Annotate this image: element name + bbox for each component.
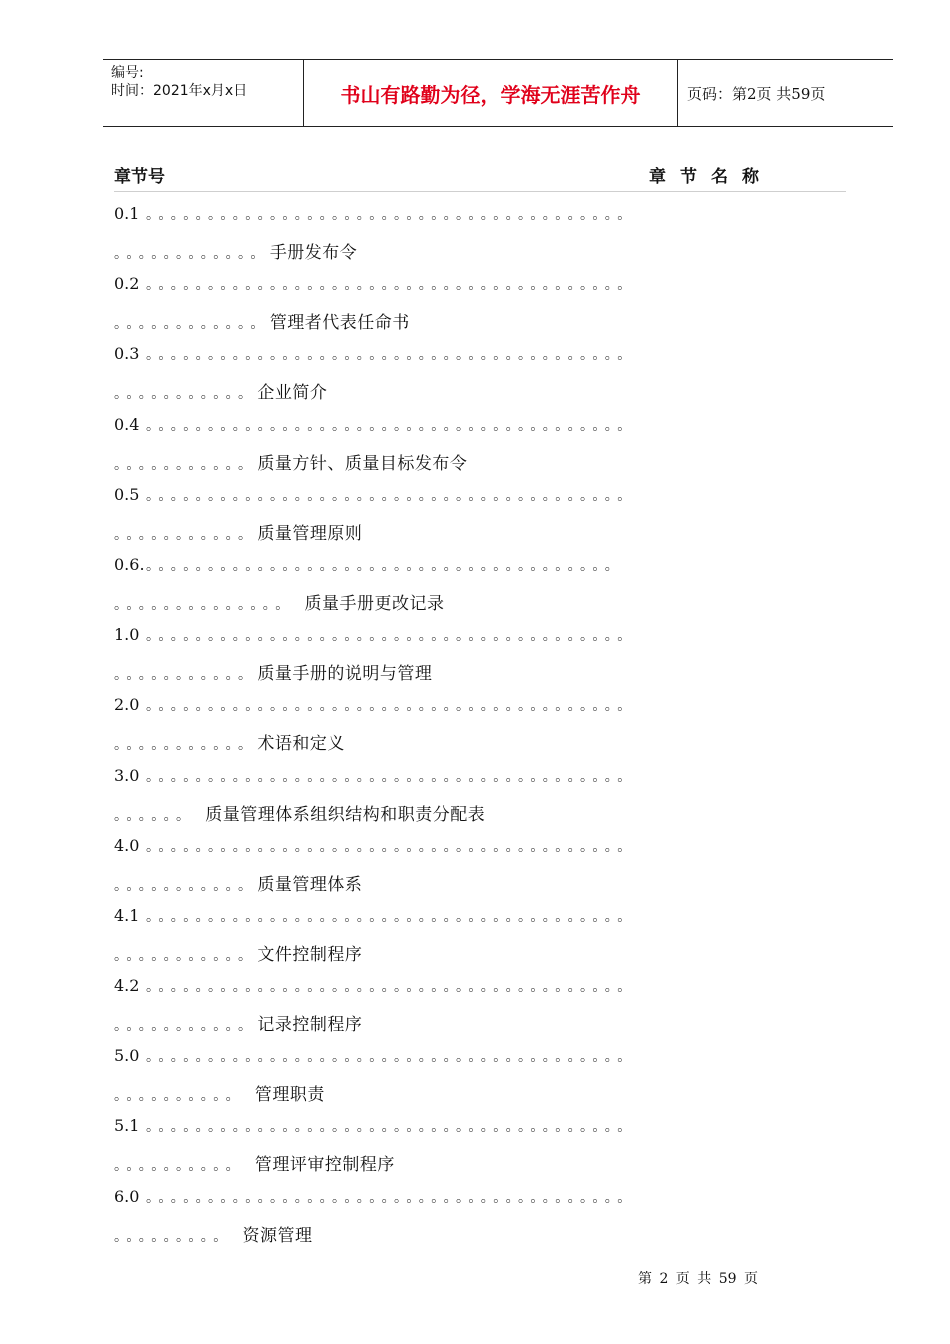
leader-dots: 。。。。。。。。。。。。。。。。。。。。。。。。。。。。。。。。。。。。。。。 (146, 768, 637, 785)
toc-entry[interactable] (114, 763, 884, 833)
toc-entry-title: 资源管理 (242, 1225, 313, 1246)
toc-entry-title: 质量手册更改记录 (304, 593, 445, 614)
leader-dots: 。。。。。。。。。。。。。。。。。。。。。。。。。。。。。。。。。。。。。。。 (146, 487, 637, 504)
page-header (103, 59, 893, 127)
leader-dots: 。。。。。。。。。。。 (114, 386, 258, 403)
leader-dots: 。。。。。。。。。。。。。。。。。。。。。。。。。。。。。。。。。。。。。。。 (146, 1049, 637, 1066)
page-footer: 第 2 页 共 59 页 (638, 1271, 758, 1287)
leader-dots: 。。。。。。。。。。。。。。。。。。。。。。。。。。。。。。。。。。。。。。。 (146, 979, 637, 996)
leader-dots: 。。。。。。。。。。。 (114, 667, 258, 684)
toc-entry-number: 0.5 (114, 484, 140, 504)
leader-dots: 。。。。。。。。。。。 (114, 877, 258, 894)
leader-dots: 。。。。。。。。。。 (114, 1088, 255, 1105)
toc-entry[interactable] (114, 552, 884, 622)
leader-dots: 。。。。。。。。。。。 (114, 1018, 258, 1035)
leader-dots: 。。。。。。。。。。。。。。。。。。。。。。。。。。。。。。。。。。。。。。。 (146, 207, 637, 223)
toc-entry-number: 0.2 (114, 274, 140, 294)
header-info-cell (103, 60, 304, 126)
toc-entry[interactable] (114, 622, 884, 692)
leader-dots: 。。。。。。。。。。。。。。。。。。。。。。。。。。。。。。。。。。。。。。。 (146, 1119, 637, 1136)
toc-entry-title: 质量管理原则 (257, 523, 363, 544)
toc-entry[interactable] (114, 833, 884, 903)
toc-entry-number: 6.0 (114, 1186, 140, 1206)
toc-entry-title: 质量管理体系组织结构和职责分配表 (205, 804, 486, 825)
toc-entry-number: 3.0 (114, 765, 140, 785)
toc-header-row (114, 160, 846, 192)
toc-entry-number: 4.0 (114, 835, 140, 855)
leader-dots: 。。。。。。。。。。。。。。。。。。。。。。。。。。。。。。。。。。。。。。。 (146, 1189, 637, 1206)
toc-entry[interactable] (114, 341, 884, 411)
toc-entry-title: 记录控制程序 (257, 1015, 363, 1036)
leader-dots: 。。。。。。。。。。。。。。。。。。。。。。。。。。。。。。。。。。。。。。。 (146, 277, 637, 294)
leader-dots: 。。。。。。。。。。 (114, 1158, 255, 1175)
chapter-number-heading: 章节号 (114, 167, 165, 187)
toc-entry-number: 0.1 (114, 204, 140, 223)
toc-entry[interactable] (114, 271, 884, 341)
leader-dots: 。。。。。。。。。。。。。。。。。。。。。。。。。。。。。。。。。。。。。。 (146, 557, 625, 574)
toc-entry-title: 文件控制程序 (257, 944, 363, 965)
toc-entry-number: 2.0 (114, 695, 140, 715)
leader-dots: 。。。。。。 (114, 807, 206, 824)
toc-entry-title: 管理评审控制程序 (254, 1155, 395, 1176)
leader-dots: 。。。。。。。。。。。。 (114, 316, 270, 333)
toc-entry[interactable] (114, 903, 884, 973)
leader-dots: 。。。。。。。。。。。 (114, 456, 258, 473)
leader-dots: 。。。。。。。。。。。。 (114, 246, 270, 262)
document-time-label: 时间：2021年x月x日 (111, 83, 248, 99)
toc-entry-number: 1.0 (114, 625, 140, 645)
toc-entry-title: 质量方针、质量目标发布令 (257, 453, 468, 474)
toc-entry-title: 管理职责 (254, 1085, 325, 1106)
leader-dots: 。。。。。。。。。。。。。。。。。。。。。。。。。。。。。。。。。。。。。。。 (146, 347, 637, 364)
toc-entry[interactable] (114, 201, 884, 271)
chapter-name-heading: 章节名称 (649, 167, 773, 187)
toc-entry[interactable] (114, 482, 884, 552)
document-number-label: 编号: (111, 65, 144, 81)
leader-dots: 。。。。。。。。。。。。。。。。。。。。。。。。。。。。。。。。。。。。。。。 (146, 908, 637, 925)
toc-entry[interactable] (114, 1043, 884, 1113)
toc-entry-number: 5.0 (114, 1046, 140, 1066)
toc-entry-title: 质量管理体系 (257, 874, 363, 895)
toc-entry-title: 质量手册的说明与管理 (257, 664, 433, 685)
leader-dots: 。。。。。。。。。。。。。。。。。。。。。。。。。。。。。。。。。。。。。。。 (146, 417, 637, 434)
toc-entry[interactable] (114, 692, 884, 762)
toc-entry-title: 手册发布令 (269, 243, 358, 263)
leader-dots: 。。。。。。。。。。。。。。。。。。。。。。。。。。。。。。。。。。。。。。。 (146, 698, 637, 715)
toc-entry[interactable] (114, 1184, 884, 1254)
toc-entry-title: 术语和定义 (257, 734, 345, 755)
leader-dots: 。。。。。。。。。。。。。。。。。。。。。。。。。。。。。。。。。。。。。。。 (146, 838, 637, 855)
header-page-label: 页码：第2页 共59页 (687, 84, 826, 103)
toc-entry-number: 4.1 (114, 905, 140, 925)
leader-dots: 。。。。。。。。。 (114, 1228, 243, 1245)
toc-entry[interactable] (114, 1113, 884, 1183)
table-of-contents (114, 201, 884, 1254)
toc-entry-number: 5.1 (114, 1116, 140, 1136)
toc-entry-number: 0.3 (114, 344, 140, 364)
toc-entry-number: 0.6. (114, 554, 145, 574)
leader-dots: 。。。。。。。。。。。 (114, 526, 258, 543)
toc-entry-title: 企业简介 (257, 383, 328, 404)
toc-entry-number: 4.2 (114, 976, 140, 996)
leader-dots: 。。。。。。。。。。。。。。。。。。。。。。。。。。。。。。。。。。。。。。。 (146, 628, 637, 645)
toc-entry[interactable] (114, 973, 884, 1043)
toc-entry-number: 0.4 (114, 414, 140, 434)
leader-dots: 。。。。。。。。。。。 (114, 737, 258, 754)
header-motto: 书山有路勤为径，学海无涯苦作舟 (304, 60, 678, 126)
leader-dots: 。。。。。。。。。。。 (114, 947, 258, 964)
toc-entry[interactable] (114, 412, 884, 482)
toc-entry-title: 管理者代表任命书 (269, 313, 410, 334)
leader-dots: 。。。。。。。。。。。。。。 (114, 596, 305, 613)
